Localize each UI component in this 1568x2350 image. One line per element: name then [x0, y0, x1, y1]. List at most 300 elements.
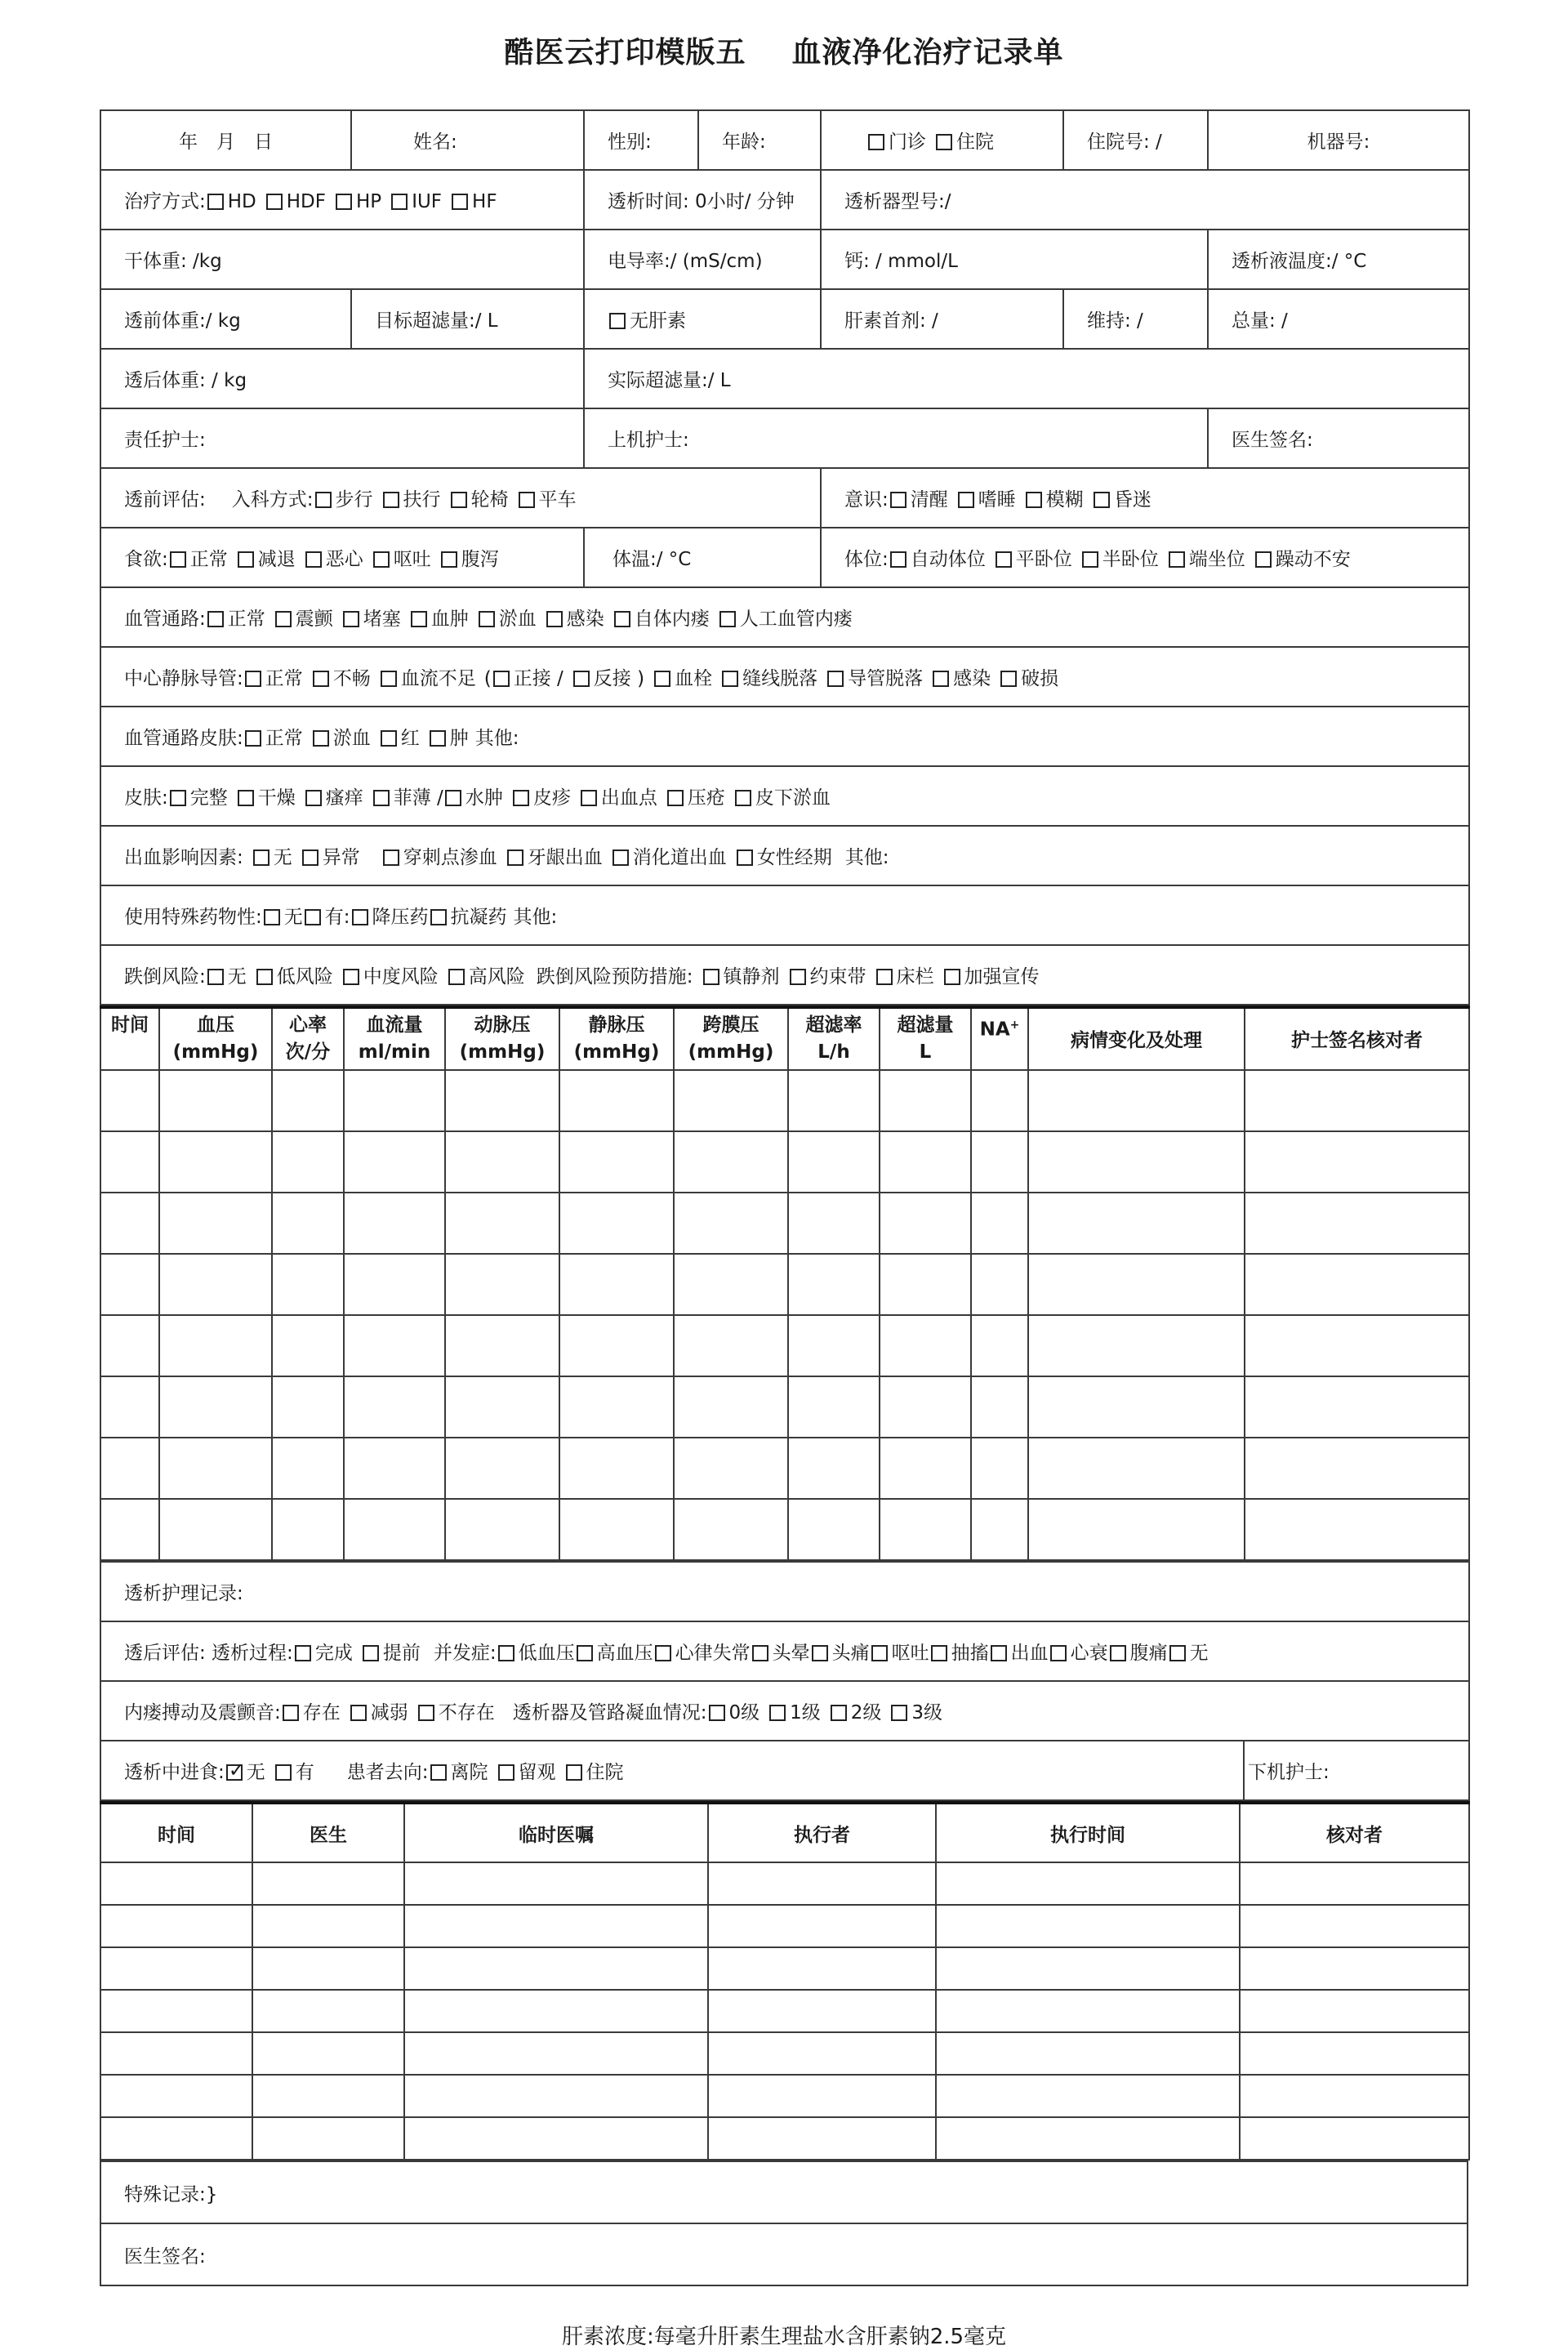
- process-checkbox[interactable]: [295, 1645, 311, 1661]
- orders-cell[interactable]: [936, 1947, 1240, 1990]
- orders-cell[interactable]: [404, 2075, 708, 2117]
- fall-prevention-option-label: 床栏: [896, 966, 934, 988]
- position-checkbox-sitting[interactable]: [1169, 551, 1185, 568]
- monitoring-cell[interactable]: [100, 1376, 159, 1438]
- orders-row: [100, 1990, 1469, 2032]
- consciousness-option-label: 昏迷: [1113, 489, 1152, 511]
- complication-checkbox[interactable]: [1050, 1645, 1067, 1661]
- complication-checkbox[interactable]: [752, 1645, 768, 1661]
- orders-cell[interactable]: [100, 1990, 252, 2032]
- monitoring-cell[interactable]: [272, 1193, 344, 1254]
- monitoring-cell[interactable]: [344, 1376, 445, 1438]
- complication-checkbox[interactable]: [1110, 1645, 1126, 1661]
- name-field[interactable]: 姓名:: [351, 110, 584, 170]
- calcium-field[interactable]: 钙: / mmol/L: [821, 230, 1208, 289]
- monitoring-cell[interactable]: [971, 1499, 1028, 1560]
- consciousness-checkbox-alert[interactable]: [890, 492, 906, 508]
- coagulation-option-label: 2级: [850, 1702, 882, 1723]
- orders-cell[interactable]: [708, 2032, 936, 2075]
- orders-cell[interactable]: [936, 2075, 1240, 2117]
- fall-prevention-checkbox[interactable]: [944, 969, 960, 985]
- appetite-checkbox-diarrhea[interactable]: [441, 551, 457, 568]
- access-skin-other-field[interactable]: 其他:: [474, 728, 519, 749]
- monitoring-cell[interactable]: [674, 1070, 788, 1131]
- monitoring-cell[interactable]: [1245, 1499, 1469, 1560]
- consciousness-checkbox-drowsy[interactable]: [958, 492, 974, 508]
- complication-option-label: 腹痛: [1129, 1643, 1168, 1664]
- fall-prevention-checkbox[interactable]: [876, 969, 893, 985]
- monitoring-cell[interactable]: [880, 1193, 971, 1254]
- doctor-signature-field[interactable]: 医生签名:: [1208, 408, 1469, 468]
- monitoring-cell[interactable]: [272, 1438, 344, 1499]
- orders-cell[interactable]: [252, 1947, 404, 1990]
- monitoring-cell[interactable]: [1028, 1193, 1245, 1254]
- date-field[interactable]: 年 月 日: [100, 110, 351, 170]
- skin-checkbox[interactable]: [445, 790, 461, 806]
- process-checkbox[interactable]: [363, 1645, 379, 1661]
- orders-cell[interactable]: [404, 2117, 708, 2160]
- special-record-field[interactable]: 特殊记录:}: [100, 2161, 1468, 2223]
- orders-cell[interactable]: [252, 2117, 404, 2160]
- orders-cell[interactable]: [252, 2075, 404, 2117]
- skin-checkbox[interactable]: [373, 790, 390, 806]
- consciousness: [821, 468, 1469, 528]
- consciousness-checkbox-coma[interactable]: [1094, 492, 1110, 508]
- orders-cell[interactable]: [708, 1990, 936, 2032]
- bleeding-checkbox[interactable]: [253, 849, 270, 866]
- catheter-checkbox[interactable]: [827, 671, 844, 687]
- orders-cell[interactable]: [100, 2117, 252, 2160]
- orders-cell[interactable]: [708, 2075, 936, 2117]
- monitoring-cell[interactable]: [100, 1254, 159, 1315]
- fall-prevention-checkbox[interactable]: [703, 969, 719, 985]
- monitoring-cell[interactable]: [159, 1254, 272, 1315]
- catheter-checkbox[interactable]: [245, 671, 261, 687]
- position-checkbox-auto[interactable]: [890, 551, 906, 568]
- fall-risk-checkbox[interactable]: [207, 969, 224, 985]
- monitoring-cell[interactable]: [788, 1438, 880, 1499]
- outpatient-label: 门诊: [889, 132, 926, 153]
- orders-cell[interactable]: [936, 1862, 1240, 1905]
- start-nurse-field[interactable]: 上机护士:: [584, 408, 1208, 468]
- method-checkbox-hf[interactable]: [452, 194, 468, 210]
- monitoring-cell[interactable]: [788, 1499, 880, 1560]
- body-temperature-field[interactable]: 体温:/ °C: [584, 528, 821, 587]
- monitoring-cell[interactable]: [344, 1254, 445, 1315]
- outpatient-checkbox[interactable]: [868, 134, 884, 150]
- nursing-record-field[interactable]: 透析护理记录:: [100, 1562, 1469, 1621]
- position-checkbox-semi[interactable]: [1082, 551, 1098, 568]
- access-skin: [100, 707, 1469, 766]
- complication-option-label: 呕吐: [891, 1643, 929, 1664]
- fall-prevention-checkbox[interactable]: [790, 969, 806, 985]
- monitoring-cell[interactable]: [1245, 1376, 1469, 1438]
- monitoring-cell[interactable]: [100, 1131, 159, 1193]
- skin-checkbox[interactable]: [305, 790, 322, 806]
- monitoring-cell[interactable]: [674, 1315, 788, 1376]
- complication-checkbox[interactable]: [871, 1645, 888, 1661]
- actual-ultrafiltration-field[interactable]: 实际超滤量:/ L: [584, 349, 1469, 408]
- monitoring-cell[interactable]: [1028, 1131, 1245, 1193]
- orders-cell[interactable]: [1240, 1905, 1469, 1947]
- complication-checkbox[interactable]: [655, 1645, 671, 1661]
- monitoring-cell[interactable]: [788, 1131, 880, 1193]
- monitoring-cell[interactable]: [100, 1193, 159, 1254]
- monitoring-cell[interactable]: [272, 1070, 344, 1131]
- bleeding-other-field[interactable]: 其他:: [844, 847, 889, 868]
- skin-option-label: 出血点: [600, 787, 657, 809]
- fall-prevention-option-label: 约束带: [809, 966, 866, 988]
- monitoring-cell[interactable]: [1028, 1499, 1245, 1560]
- monitoring-cell[interactable]: [674, 1499, 788, 1560]
- fall-risk-option-label: 无: [227, 966, 247, 988]
- medication-checkbox[interactable]: [430, 909, 447, 925]
- monitoring-cell[interactable]: [788, 1315, 880, 1376]
- monitoring-cell[interactable]: [971, 1315, 1028, 1376]
- method-checkbox-hd[interactable]: [207, 194, 224, 210]
- bottom-doctor-signature-field[interactable]: 医生签名:: [100, 2223, 1468, 2285]
- age-field[interactable]: 年龄:: [698, 110, 821, 170]
- complication-checkbox[interactable]: [1169, 1645, 1186, 1661]
- monitoring-cell[interactable]: [788, 1193, 880, 1254]
- post-dialysis-weight-field[interactable]: 透后体重: / kg: [100, 349, 584, 408]
- catheter-checkbox[interactable]: [654, 671, 670, 687]
- appetite-checkbox-normal[interactable]: [170, 551, 186, 568]
- monitoring-cell[interactable]: [674, 1438, 788, 1499]
- fistula-checkbox[interactable]: [350, 1705, 367, 1721]
- orders-cell[interactable]: [404, 1862, 708, 1905]
- monitoring-cell[interactable]: [674, 1254, 788, 1315]
- dry-weight-field[interactable]: 干体重: /kg: [100, 230, 584, 289]
- body-position: [821, 528, 1469, 587]
- monitoring-cell[interactable]: [445, 1254, 559, 1315]
- appetite-checkbox-vomit[interactable]: [373, 551, 390, 568]
- access-checkbox[interactable]: [479, 611, 495, 627]
- fall-risk-checkbox[interactable]: [256, 969, 273, 985]
- orders-cell[interactable]: [100, 2075, 252, 2117]
- monitoring-cell[interactable]: [880, 1499, 971, 1560]
- monitoring-cell[interactable]: [880, 1438, 971, 1499]
- bleeding-checkbox[interactable]: [507, 849, 523, 866]
- orders-cell[interactable]: [936, 1905, 1240, 1947]
- coagulation-checkbox[interactable]: [891, 1705, 907, 1721]
- target-ultrafiltration-field[interactable]: 目标超滤量:/ L: [351, 289, 584, 349]
- special-medication: [100, 885, 1469, 945]
- machine-number-field[interactable]: 机器号:: [1208, 110, 1469, 170]
- orders-cell[interactable]: [708, 1947, 936, 1990]
- monitoring-cell[interactable]: [1245, 1438, 1469, 1499]
- monitoring-cell[interactable]: [559, 1376, 674, 1438]
- monitoring-cell[interactable]: [971, 1438, 1028, 1499]
- eating-checkbox-none-checked[interactable]: [226, 1764, 243, 1781]
- complication-checkbox[interactable]: [498, 1645, 514, 1661]
- skin-checkbox[interactable]: [667, 790, 684, 806]
- monitoring-cell[interactable]: [100, 1070, 159, 1131]
- skin-checkbox[interactable]: [513, 790, 529, 806]
- monitoring-cell[interactable]: [559, 1315, 674, 1376]
- orders-cell[interactable]: [252, 2032, 404, 2075]
- skin-checkbox[interactable]: [170, 790, 186, 806]
- destination-checkbox[interactable]: [566, 1764, 582, 1781]
- heparin-first-dose-field[interactable]: 肝素首剂: /: [821, 289, 1063, 349]
- monitoring-header-row: [100, 1007, 1469, 1070]
- consciousness-checkbox-confused[interactable]: [1026, 492, 1042, 508]
- monitoring-cell[interactable]: [559, 1131, 674, 1193]
- monitoring-cell[interactable]: [971, 1376, 1028, 1438]
- destination-checkbox[interactable]: [430, 1764, 447, 1781]
- monitoring-cell[interactable]: [445, 1131, 559, 1193]
- monitoring-cell[interactable]: [971, 1254, 1028, 1315]
- complication-checkbox[interactable]: [577, 1645, 593, 1661]
- method-checkbox-hdf[interactable]: [266, 194, 283, 210]
- access-checkbox[interactable]: [411, 611, 427, 627]
- access-skin-checkbox[interactable]: [430, 730, 446, 747]
- orders-cell[interactable]: [708, 2117, 936, 2160]
- skin-checkbox[interactable]: [735, 790, 751, 806]
- destination-label: 患者去向:: [346, 1762, 429, 1783]
- monitoring-cell[interactable]: [559, 1254, 674, 1315]
- orders-cell[interactable]: [100, 1905, 252, 1947]
- orders-cell[interactable]: [252, 1862, 404, 1905]
- monitoring-cell[interactable]: [344, 1315, 445, 1376]
- orders-cell[interactable]: [100, 1947, 252, 1990]
- admission-checkbox-stretcher[interactable]: [519, 492, 535, 508]
- conductivity-field[interactable]: 电导率:/ (mS/cm): [584, 230, 821, 289]
- skin-label: 皮肤:: [124, 787, 168, 809]
- position-checkbox-supine[interactable]: [996, 551, 1012, 568]
- no-heparin-checkbox[interactable]: [609, 313, 626, 329]
- medication-checkbox[interactable]: [352, 909, 368, 925]
- appetite-checkbox-reduced[interactable]: [238, 551, 254, 568]
- access-checkbox[interactable]: [546, 611, 563, 627]
- fall-prevention-option-label: 加强宣传: [964, 966, 1040, 988]
- monitoring-cell[interactable]: [159, 1070, 272, 1131]
- consciousness-label: 意识:: [844, 489, 889, 511]
- orders-cell[interactable]: [708, 1905, 936, 1947]
- orders-cell[interactable]: [252, 1990, 404, 2032]
- monitoring-cell[interactable]: [880, 1254, 971, 1315]
- access-skin-checkbox[interactable]: [313, 730, 329, 747]
- monitoring-cell[interactable]: [445, 1499, 559, 1560]
- orders-cell[interactable]: [100, 2032, 252, 2075]
- monitoring-cell[interactable]: [674, 1376, 788, 1438]
- temporary-orders-table: [100, 1801, 1470, 2160]
- inpatient-checkbox[interactable]: [936, 134, 952, 150]
- admission-checkbox-walk[interactable]: [315, 492, 332, 508]
- monitoring-cell[interactable]: [1028, 1070, 1245, 1131]
- fistula-checkbox[interactable]: [283, 1705, 299, 1721]
- complication-checkbox[interactable]: [812, 1645, 828, 1661]
- monitoring-cell[interactable]: [344, 1438, 445, 1499]
- monitoring-cell[interactable]: [788, 1070, 880, 1131]
- monitoring-cell[interactable]: [159, 1376, 272, 1438]
- fistula-checkbox[interactable]: [418, 1705, 434, 1721]
- access-skin-option-label: 正常: [265, 728, 303, 749]
- catheter-checkbox-positive[interactable]: [493, 671, 510, 687]
- monitoring-cell[interactable]: [1028, 1254, 1245, 1315]
- monitoring-cell[interactable]: [1028, 1376, 1245, 1438]
- monitoring-cell[interactable]: [272, 1499, 344, 1560]
- eating-row: [100, 1741, 1469, 1800]
- monitoring-cell[interactable]: [100, 1499, 159, 1560]
- info-row-central-catheter: [100, 647, 1469, 707]
- monitoring-cell[interactable]: [445, 1376, 559, 1438]
- access-checkbox[interactable]: [719, 611, 736, 627]
- orders-cell[interactable]: [100, 1862, 252, 1905]
- monitoring-cell[interactable]: [1245, 1131, 1469, 1193]
- monitoring-cell[interactable]: [159, 1131, 272, 1193]
- catheter-checkbox[interactable]: [313, 671, 329, 687]
- monitoring-cell[interactable]: [1245, 1315, 1469, 1376]
- treatment-method: [100, 170, 584, 230]
- monitoring-cell[interactable]: [100, 1438, 159, 1499]
- monitoring-cell[interactable]: [788, 1254, 880, 1315]
- orders-cell[interactable]: [1240, 2117, 1469, 2160]
- catheter-checkbox[interactable]: [933, 671, 949, 687]
- monitoring-cell[interactable]: [971, 1193, 1028, 1254]
- inpatient-label: 住院: [956, 132, 994, 153]
- monitoring-cell[interactable]: [100, 1315, 159, 1376]
- patient-info-table: [100, 109, 1470, 1006]
- orders-cell[interactable]: [1240, 2032, 1469, 2075]
- heparin-concentration-note: 肝素浓度:每毫升肝素生理盐水含肝素钠2.5毫克: [561, 2325, 1007, 2349]
- bleeding-option-label: 牙龈出血: [527, 847, 603, 868]
- skin-checkbox[interactable]: [238, 790, 254, 806]
- bleeding-checkbox[interactable]: [302, 849, 318, 866]
- complication-checkbox[interactable]: [991, 1645, 1007, 1661]
- orders-cell[interactable]: [252, 1905, 404, 1947]
- primary-nurse-field[interactable]: 责任护士:: [100, 408, 584, 468]
- monitoring-cell[interactable]: [559, 1070, 674, 1131]
- orders-cell[interactable]: [404, 1990, 708, 2032]
- access-skin-checkbox[interactable]: [245, 730, 261, 747]
- monitoring-cell[interactable]: [344, 1193, 445, 1254]
- medication-checkbox[interactable]: [305, 909, 321, 925]
- monitoring-cell[interactable]: [674, 1193, 788, 1254]
- access-checkbox[interactable]: [343, 611, 359, 627]
- monitoring-cell[interactable]: [674, 1131, 788, 1193]
- medication-checkbox[interactable]: [264, 909, 280, 925]
- monitoring-cell[interactable]: [1028, 1315, 1245, 1376]
- monitoring-cell[interactable]: [788, 1376, 880, 1438]
- orders-cell[interactable]: [936, 1990, 1240, 2032]
- monitoring-cell[interactable]: [559, 1193, 674, 1254]
- monitoring-cell[interactable]: [880, 1376, 971, 1438]
- catheter-checkbox[interactable]: [1000, 671, 1017, 687]
- admission-number-field[interactable]: 住院号: /: [1063, 110, 1208, 170]
- monitoring-cell[interactable]: [159, 1438, 272, 1499]
- catheter-checkbox[interactable]: [381, 671, 397, 687]
- monitoring-cell[interactable]: [272, 1254, 344, 1315]
- monitoring-cell[interactable]: [559, 1499, 674, 1560]
- monitoring-cell[interactable]: [1245, 1193, 1469, 1254]
- monitoring-cell[interactable]: [880, 1070, 971, 1131]
- complication-option-label: 心衰: [1070, 1643, 1108, 1664]
- orders-cell[interactable]: [708, 1862, 936, 1905]
- monitoring-cell[interactable]: [344, 1070, 445, 1131]
- monitoring-cell[interactable]: [159, 1499, 272, 1560]
- catheter-checkbox-reverse[interactable]: [573, 671, 590, 687]
- post-assessment: [100, 1621, 1469, 1681]
- bleeding-checkbox[interactable]: [383, 849, 399, 866]
- monitoring-cell[interactable]: [344, 1499, 445, 1560]
- orders-cell[interactable]: [936, 2117, 1240, 2160]
- orders-cell[interactable]: [1240, 1990, 1469, 2032]
- monitoring-cell[interactable]: [559, 1438, 674, 1499]
- end-nurse-field[interactable]: 下机护士:: [1244, 1741, 1469, 1800]
- eating-checkbox-yes[interactable]: [275, 1764, 292, 1781]
- monitoring-cell[interactable]: [272, 1376, 344, 1438]
- monitoring-cell[interactable]: [971, 1070, 1028, 1131]
- monitoring-cell[interactable]: [1245, 1254, 1469, 1315]
- access-checkbox[interactable]: [614, 611, 630, 627]
- orders-cell[interactable]: [1240, 1862, 1469, 1905]
- eating-option-label: 有: [295, 1762, 314, 1783]
- orders-row: [100, 2117, 1469, 2160]
- dialysate-temperature-field[interactable]: 透析液温度:/ °C: [1208, 230, 1469, 289]
- catheter-checkbox[interactable]: [722, 671, 738, 687]
- skin-checkbox[interactable]: [581, 790, 597, 806]
- heparin-maintenance-field[interactable]: 维持: /: [1063, 289, 1208, 349]
- monitoring-cell[interactable]: [445, 1438, 559, 1499]
- position-checkbox-restless[interactable]: [1255, 551, 1272, 568]
- complication-checkbox[interactable]: [931, 1645, 947, 1661]
- monitoring-cell[interactable]: [445, 1070, 559, 1131]
- access-checkbox[interactable]: [207, 611, 224, 627]
- orders-cell[interactable]: [1240, 2075, 1469, 2117]
- monitoring-cell[interactable]: [445, 1315, 559, 1376]
- bleeding-checkbox[interactable]: [737, 849, 753, 866]
- dialysis-time-field[interactable]: 透析时间: 0小时/ 分钟: [584, 170, 821, 230]
- orders-cell[interactable]: [404, 1947, 708, 1990]
- monitoring-cell[interactable]: [159, 1315, 272, 1376]
- gender-field[interactable]: 性别:: [584, 110, 698, 170]
- orders-cell[interactable]: [404, 2032, 708, 2075]
- pre-dialysis-weight-field[interactable]: 透前体重:/ kg: [100, 289, 351, 349]
- access-skin-checkbox[interactable]: [381, 730, 397, 747]
- access-checkbox[interactable]: [275, 611, 292, 627]
- orders-cell[interactable]: [404, 1905, 708, 1947]
- admission-checkbox-assisted[interactable]: [383, 492, 399, 508]
- coagulation-checkbox[interactable]: [769, 1705, 786, 1721]
- method-checkbox-iuf[interactable]: [391, 194, 408, 210]
- coagulation-checkbox[interactable]: [709, 1705, 725, 1721]
- monitoring-cell[interactable]: [971, 1131, 1028, 1193]
- monitoring-cell[interactable]: [159, 1193, 272, 1254]
- orders-cell[interactable]: [936, 2032, 1240, 2075]
- monitoring-cell[interactable]: [344, 1131, 445, 1193]
- monitoring-cell[interactable]: [445, 1193, 559, 1254]
- fall-risk-checkbox[interactable]: [448, 969, 465, 985]
- dialyzer-model-field[interactable]: 透析器型号:/: [821, 170, 1469, 230]
- monitoring-cell[interactable]: [272, 1131, 344, 1193]
- monitoring-cell[interactable]: [880, 1315, 971, 1376]
- appetite-checkbox-nausea[interactable]: [305, 551, 322, 568]
- medication-other-field[interactable]: 其他:: [513, 907, 558, 928]
- admission-checkbox-wheelchair[interactable]: [451, 492, 467, 508]
- destination-checkbox[interactable]: [498, 1764, 514, 1781]
- monitoring-cell[interactable]: [1028, 1438, 1245, 1499]
- heparin-total-field[interactable]: 总量: /: [1208, 289, 1469, 349]
- bleeding-checkbox[interactable]: [612, 849, 629, 866]
- monitoring-cell[interactable]: [880, 1131, 971, 1193]
- monitoring-cell[interactable]: [1245, 1070, 1469, 1131]
- monitoring-cell[interactable]: [272, 1315, 344, 1376]
- orders-cell[interactable]: [1240, 1947, 1469, 1990]
- method-checkbox-hp[interactable]: [336, 194, 352, 210]
- coagulation-checkbox[interactable]: [831, 1705, 847, 1721]
- fall-risk-checkbox[interactable]: [343, 969, 359, 985]
